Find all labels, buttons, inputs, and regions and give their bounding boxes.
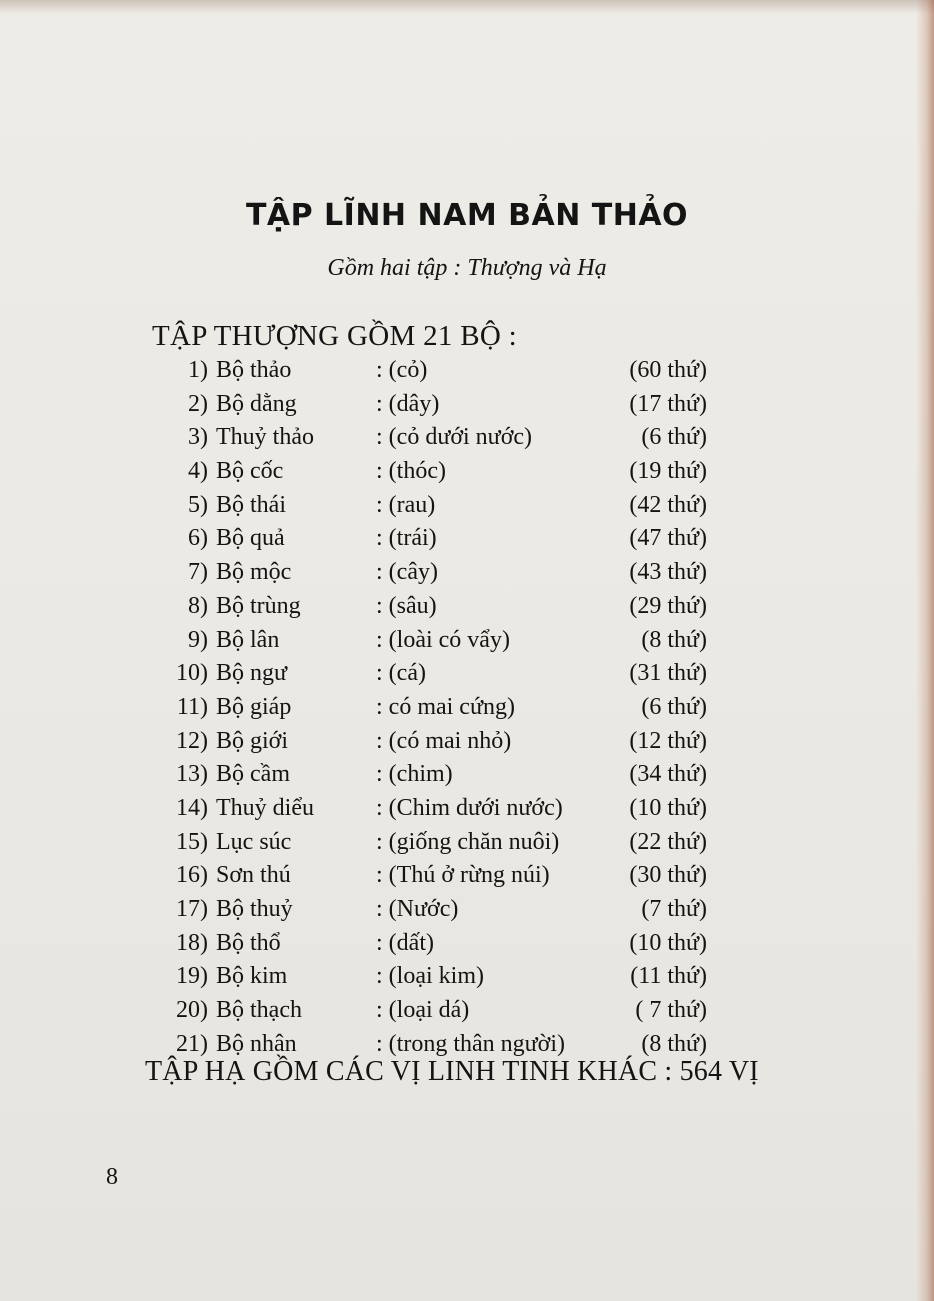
- item-count: (19 thứ): [629, 458, 707, 485]
- item-number: 16): [176, 862, 208, 889]
- list-item: [0, 624, 934, 658]
- item-count: (47 thứ): [629, 525, 707, 552]
- list-item: [0, 725, 934, 759]
- item-name: Bộ nhân: [216, 1030, 297, 1057]
- item-count: (12 thứ): [629, 727, 707, 754]
- item-name: Bộ quả: [216, 525, 285, 552]
- item-number: 13): [176, 761, 208, 788]
- item-number: 4): [188, 458, 208, 485]
- item-name: Bộ thổ: [216, 929, 281, 956]
- item-number: 21): [176, 1030, 208, 1057]
- list-item: [0, 691, 934, 725]
- page-title: TẬP LĨNH NAM BẢN THẢO: [245, 198, 689, 233]
- item-description: : (sâu): [376, 592, 437, 619]
- item-number: 17): [176, 896, 208, 922]
- footer-heading: TẬP HẠ GỒM CÁC VỊ LINH TINH KHÁC : 564 VỊ: [145, 1056, 759, 1087]
- item-number: 2): [188, 390, 208, 417]
- item-description: : (cây): [376, 559, 438, 586]
- item-number: 1): [188, 357, 208, 383]
- item-count: (34 thứ): [629, 761, 707, 788]
- item-description: : (trong thân người): [376, 1030, 565, 1057]
- item-name: Thuỷ diểu: [216, 794, 314, 821]
- item-name: Bộ thuỷ: [216, 896, 293, 922]
- page-subtitle: Gồm hai tập : Thượng và Hạ: [327, 255, 607, 281]
- item-count: (29 thứ): [629, 592, 707, 619]
- item-description: : (loại dá): [376, 997, 470, 1024]
- category-list: [0, 354, 934, 1061]
- item-count: (8 thứ): [641, 626, 707, 653]
- item-name: Bộ trùng: [216, 592, 301, 619]
- list-item: [0, 455, 934, 489]
- item-name: Bộ thảo: [216, 357, 292, 383]
- list-item: [0, 758, 934, 792]
- list-item: [0, 859, 934, 893]
- item-description: : (có mai nhỏ): [376, 727, 512, 754]
- item-name: Bộ giáp: [216, 693, 292, 720]
- item-description: : (rau): [376, 491, 436, 518]
- item-description: : (Chim dưới nước): [376, 794, 563, 821]
- item-name: Lục súc: [216, 828, 292, 855]
- item-count: (30 thứ): [629, 862, 707, 889]
- item-name: Bộ ngư: [216, 660, 288, 687]
- item-description: : (dất): [376, 929, 434, 956]
- item-number: 8): [188, 592, 208, 619]
- item-name: Bộ thạch: [216, 997, 302, 1024]
- list-item: [0, 388, 934, 422]
- list-item: [0, 556, 934, 590]
- item-name: Bộ kim: [216, 963, 288, 990]
- item-description: : có mai cứng): [376, 693, 515, 720]
- item-name: Bộ cốc: [216, 458, 284, 485]
- item-count: (6 thứ): [641, 424, 707, 451]
- list-item: [0, 657, 934, 691]
- item-name: Sơn thú: [216, 862, 291, 889]
- section-heading: TẬP THƯỢNG GỒM 21 BỘ :: [152, 320, 518, 352]
- page-number: 8: [106, 1164, 118, 1190]
- item-number: 10): [176, 660, 208, 687]
- item-number: 15): [176, 828, 208, 855]
- item-number: 7): [188, 559, 208, 586]
- item-name: Bộ dằng: [216, 390, 297, 417]
- item-description: : (chim): [376, 761, 453, 788]
- list-item: [0, 826, 934, 860]
- item-number: 12): [176, 727, 208, 754]
- item-description: : (trái): [376, 525, 437, 552]
- item-count: (22 thứ): [629, 828, 707, 855]
- item-description: : (Nước): [376, 896, 459, 922]
- list-item: [0, 421, 934, 455]
- item-count: (17 thứ): [629, 390, 707, 417]
- item-count: (8 thứ): [641, 1030, 707, 1057]
- item-description: : (dây): [376, 390, 440, 417]
- item-description: : (cỏ dưới nước): [376, 424, 533, 451]
- item-number: 18): [176, 929, 208, 956]
- item-number: 5): [188, 491, 208, 518]
- item-count: (43 thứ): [629, 559, 707, 586]
- item-name: Thuỷ thảo: [216, 424, 314, 451]
- item-number: 19): [176, 963, 208, 990]
- item-description: : (loại kim): [376, 963, 484, 990]
- item-description: : (giống chăn nuôi): [376, 828, 560, 855]
- item-count: (7 thứ): [641, 896, 707, 922]
- item-number: 20): [176, 997, 208, 1024]
- list-item: [0, 522, 934, 556]
- item-number: 6): [188, 525, 208, 552]
- list-item: [0, 994, 934, 1028]
- item-count: (10 thứ): [629, 794, 707, 821]
- item-count: (31 thứ): [629, 660, 707, 687]
- item-name: Bộ mộc: [216, 559, 292, 586]
- item-number: 9): [188, 626, 208, 653]
- list-item: [0, 927, 934, 961]
- item-name: Bộ lân: [216, 626, 280, 653]
- item-description: : (cá): [376, 660, 426, 687]
- item-number: 3): [188, 424, 208, 451]
- list-item: [0, 489, 934, 523]
- item-count: (10 thứ): [629, 929, 707, 956]
- item-count: (60 thứ): [629, 357, 707, 383]
- list-item: [0, 354, 934, 388]
- item-description: : (loài có vẩy): [376, 626, 510, 653]
- item-description: : (Thú ở rừng núi): [376, 862, 550, 889]
- list-item: [0, 960, 934, 994]
- item-count: (11 thứ): [630, 963, 707, 990]
- item-count: ( 7 thứ): [635, 997, 707, 1024]
- item-name: Bộ giới: [216, 727, 289, 754]
- item-description: : (thóc): [376, 458, 446, 485]
- item-name: Bộ cầm: [216, 761, 290, 788]
- list-item: [0, 893, 934, 927]
- item-description: : (cỏ): [376, 357, 428, 383]
- item-count: (6 thứ): [641, 693, 707, 720]
- item-count: (42 thứ): [629, 491, 707, 518]
- item-number: 14): [176, 794, 208, 821]
- page-top-shadow: [0, 0, 934, 14]
- item-number: 11): [176, 693, 208, 720]
- item-name: Bộ thái: [216, 491, 286, 518]
- list-item: [0, 590, 934, 624]
- list-item: [0, 792, 934, 826]
